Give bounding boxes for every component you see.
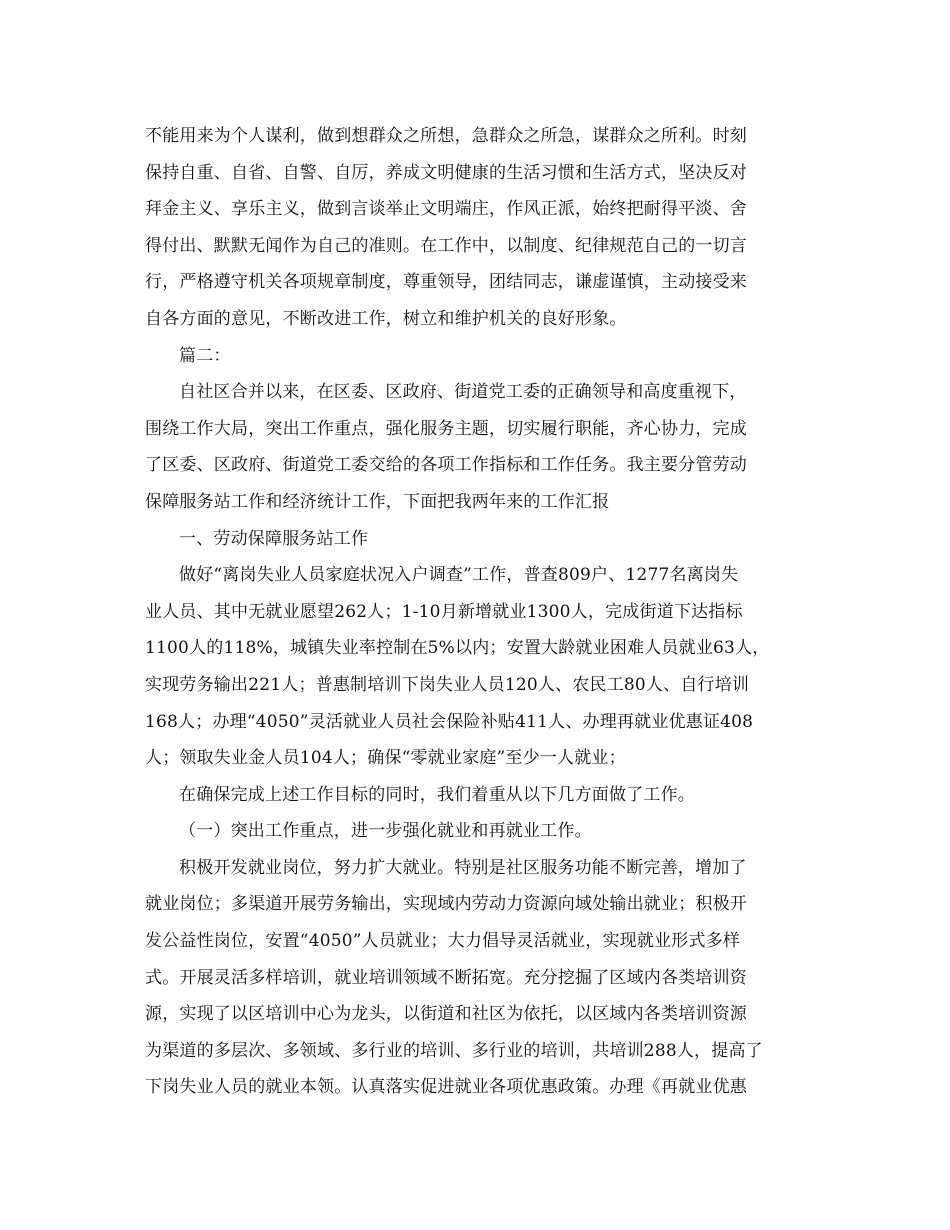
text-line: 了区委、区政府、街道党工委交给的各项工作指标和工作任务。我主要分管劳动 [145,455,747,476]
text-line: 得付出、默默无闻作为自己的准则。在工作中，以制度、纪律规范自己的一切言 [145,235,747,256]
text-line: 式。开展灵活多样培训，就业培训领域不断拓宽。充分挖掘了区域内各类培训资 [145,967,747,988]
text-line: 源，实现了以区培训中心为龙头，以街道和社区为依托，以区域内各类培训资源 [145,1004,747,1025]
text-line: 人；领取失业金人员104人；确保“零就业家庭”至少一人就业； [145,748,626,769]
text-line: 不能用来为个人谋利，做到想群众之所想，急群众之所急，谋群众之所利。时刻 [145,126,747,146]
text-line: 做好“离岗失业人员家庭状况入户调查”工作，普查809户、1277名离岗失 [179,565,739,586]
text-line: 自各方面的意见，不断改进工作，树立和维护机关的良好形象。 [145,308,627,329]
text-line: 为渠道的多层次、多领域、多行业的培训、多行业的培训，共培训288人，提高了 [145,1040,763,1061]
text-line: 下岗失业人员的就业本领。认真落实促进就业各项优惠政策。办理《再就业优惠 [145,1077,747,1098]
text-line: 实现劳务输出221人；普惠制培训下岗失业人员120人、农民工80人、自行培训 [145,674,750,695]
text-line: 就业岗位；多渠道开展劳务输出，实现域内劳动力资源向域处输出就业；积极开 [145,894,747,915]
text-line: （一）突出工作重点，进一步强化就业和再就业工作。 [179,821,592,842]
body-text [145,118,805,1106]
text-line: 发公益性岗位，安置“4050”人员就业；大力倡导灵活就业，实现就业形式多样 [145,931,741,952]
text-line: 168人；办理“4050”灵活就业人员社会保险补贴411人、办理再就业优惠证408 [145,711,754,732]
text-line: 1100人的118%，城镇失业率控制在5%以内；安置大龄就业困难人员就业63人， [145,638,770,659]
text-line: 围绕工作大局，突出工作重点，强化服务主题，切实履行职能，齐心协力，完成 [145,418,747,439]
text-line: 积极开发就业岗位，努力扩大就业。特别是社区服务功能不断完善，增加了 [179,857,747,878]
text-line: 保障服务站工作和经济统计工作，下面把我两年来的工作汇报 [145,491,610,512]
text-line: 行，严格遵守机关各项规章制度，尊重领导，团结同志，谦虚谨慎，主动接受来 [145,272,747,293]
text-line: 业人员、其中无就业愿望262人；1-10月新增就业1300人，完成街道下达指标 [145,601,743,622]
text-line: 篇二： [179,345,231,366]
text-line: 在确保完成上述工作目标的同时，我们着重从以下几方面做了工作。 [179,784,695,805]
text-line: 保持自重、自省、自警、自厉，养成文明健康的生活习惯和生活方式，坚决反对 [145,162,747,183]
text-line: 拜金主义、享乐主义，做到言谈举止文明端庄，作风正派，始终把耐得平淡、舍 [145,199,747,220]
text-line: 自社区合并以来，在区委、区政府、街道党工委的正确领导和高度重视下， [179,382,747,403]
text-line: 一、劳动保障服务站工作 [179,528,369,549]
